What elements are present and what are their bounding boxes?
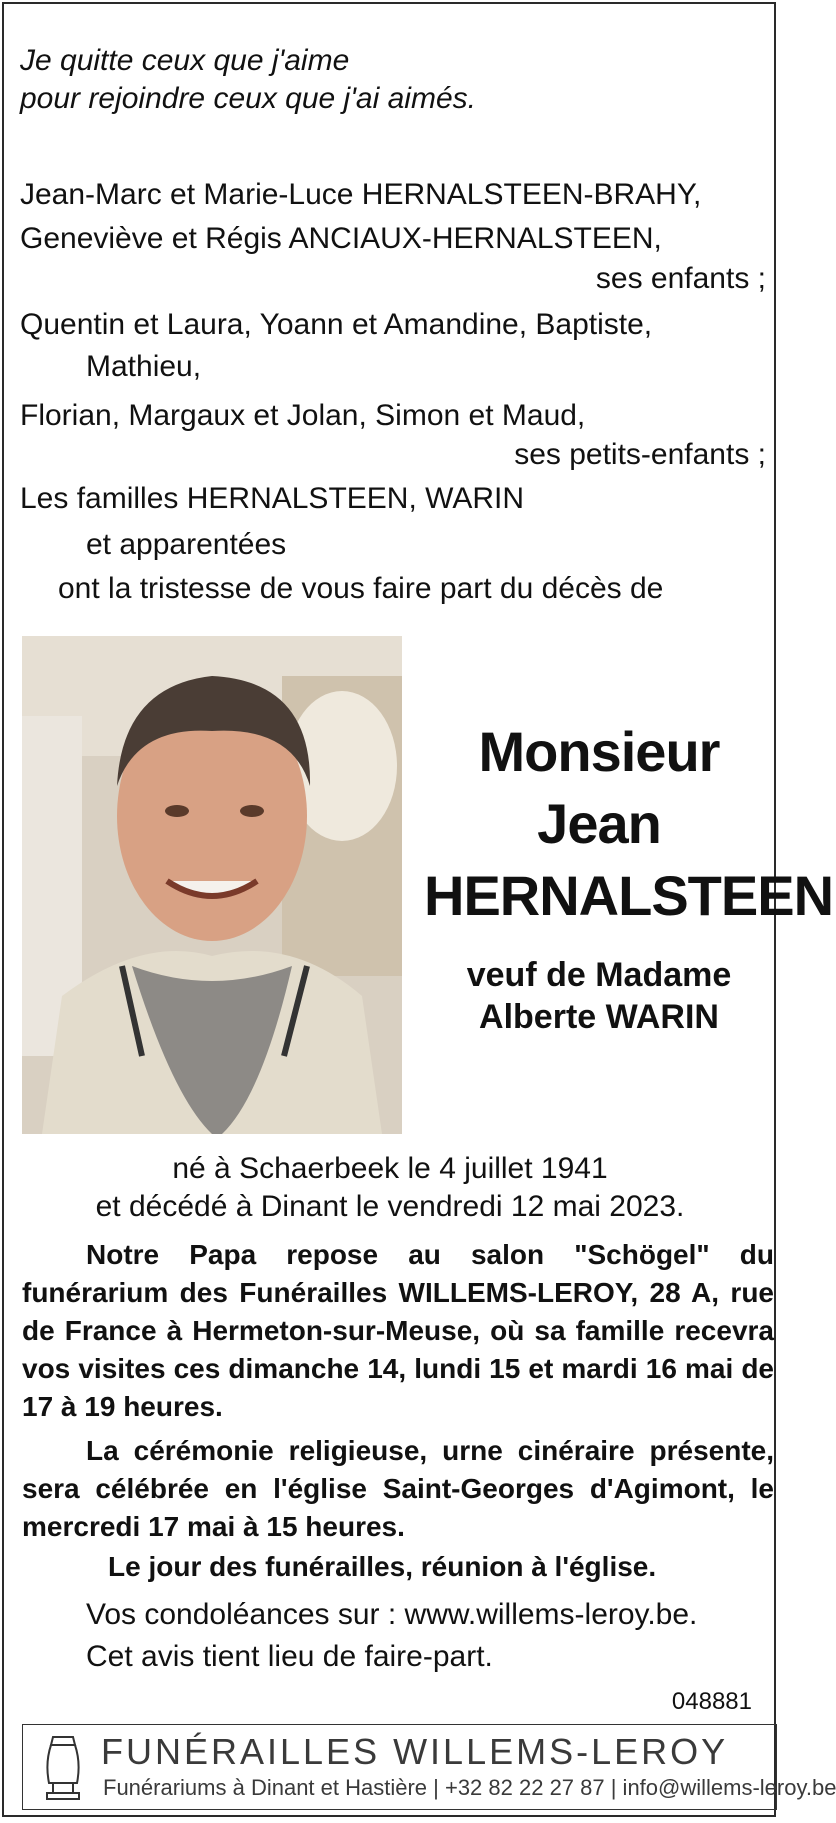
family-line: Quentin et Laura, Yoann et Amandine, Baptiste, — [20, 308, 653, 341]
visitation-paragraph: Notre Papa repose au salon "Schögel" du funérarium des Funérailles WILLEMS-LEROY, 28 A, rue de France à Hermeton-sur-Meuse, où sa famille recevra vos visites ces dimanche 14, lundi 15 et mardi 16 mai de 17 à 19 heures. — [22, 1239, 774, 1422]
announcement-line: ont la tristesse de vous faire part du décès de — [58, 572, 664, 605]
family-line: Jean-Marc et Marie-Luce HERNALSTEEN-BRAHY, — [20, 178, 702, 211]
family-line: Mathieu, — [86, 350, 202, 383]
deceased-name — [424, 716, 834, 932]
gathering-line: Le jour des funérailles, réunion à l'église. — [108, 1551, 657, 1582]
portrait-photo — [22, 636, 402, 1134]
widower-note — [424, 954, 774, 1038]
family-role: ses petits-enfants ; — [514, 438, 766, 471]
deceased-last-name: HERNALSTEEN — [424, 864, 834, 927]
family-role: ses enfants ; — [595, 262, 766, 295]
obituary-frame — [2, 2, 836, 1817]
family-line: Les familles HERNALSTEEN, WARIN — [20, 482, 524, 515]
funeral-home-contact: Funérariums à Dinant et Hastière | +32 82 22 27 87 | info@willems-leroy.be — [103, 1775, 836, 1800]
reference-number: 048881 — [671, 1688, 752, 1715]
deceased-title: Monsieur — [478, 720, 720, 783]
family-line: Florian, Margaux et Jolan, Simon et Maud, — [20, 399, 586, 432]
quote-line-1: Je quitte ceux que j'aime — [20, 44, 350, 77]
funeral-home-name: FUNÉRAILLES WILLEMS-LEROY — [101, 1731, 729, 1772]
quote-line-2: pour rejoindre ceux que j'ai aimés. — [20, 82, 476, 115]
death-line: et décédé à Dinant le vendredi 12 mai 2023. — [95, 1190, 685, 1223]
family-line: et apparentées — [86, 528, 287, 561]
widower-line-1: veuf de Madame — [466, 956, 732, 994]
birth-line: né à Schaerbeek le 4 juillet 1941 — [172, 1152, 608, 1185]
notice-line: Cet avis tient lieu de faire-part. — [86, 1640, 493, 1673]
funeral-home-footer — [22, 1724, 836, 1810]
condolences-line: Vos condoléances sur : www.willems-leroy.be. — [86, 1598, 698, 1631]
widower-line-2: Alberte WARIN — [479, 998, 719, 1036]
ceremony-paragraph: La cérémonie religieuse, urne cinéraire présente, sera célébrée en l'église Saint-Georges d'Agimont, le mercredi 17 mai à 15 heures. — [22, 1435, 774, 1542]
urn-icon — [43, 1733, 83, 1803]
deceased-first-name: Jean — [537, 792, 661, 855]
family-line: Geneviève et Régis ANCIAUX-HERNALSTEEN, — [20, 222, 662, 255]
